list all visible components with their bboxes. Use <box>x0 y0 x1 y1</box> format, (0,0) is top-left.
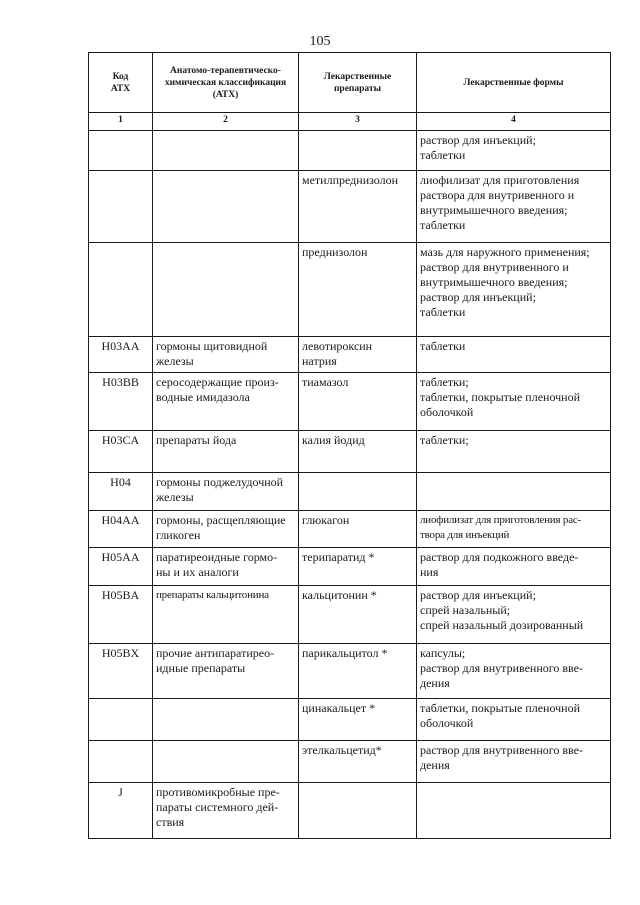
atx-class: препараты йода <box>153 431 299 473</box>
atx-class: паратиреоидные гормо- ны и их аналоги <box>153 548 299 586</box>
column-number-row <box>89 113 611 131</box>
drug-name: левотироксин натрия <box>299 337 417 373</box>
header-class: Анатомо-терапевтическо- химическая классификация (АТХ) <box>153 53 299 113</box>
atx-class <box>153 243 299 337</box>
header-code: Код АТХ <box>89 53 153 113</box>
table-row <box>89 131 611 171</box>
dosage-form: таблетки, покрытые пленочной оболочкой <box>417 699 611 741</box>
dosage-form: лиофилизат для приготовления рас- твора для инъекций <box>417 511 611 548</box>
atx-class <box>153 699 299 741</box>
drug-name: глюкагон <box>299 511 417 548</box>
atx-code: H03AA <box>89 337 153 373</box>
table-row <box>89 243 611 337</box>
drug-name: тиамазол <box>299 373 417 431</box>
dosage-form: раствор для инъекций; спрей назальный; спрей назальный дозированный <box>417 586 611 644</box>
dosage-form: раствор для подкожного введе- ния <box>417 548 611 586</box>
table-row <box>89 511 611 548</box>
atx-class: прочие антипаратирео- идные препараты <box>153 644 299 699</box>
drug-name: метилпреднизолон <box>299 171 417 243</box>
atx-class <box>153 171 299 243</box>
atx-class: гормоны поджелудочной железы <box>153 473 299 511</box>
atx-code <box>89 131 153 171</box>
table-row <box>89 741 611 783</box>
table-row <box>89 373 611 431</box>
atx-class: препараты кальцитонина <box>153 586 299 644</box>
dosage-form <box>417 473 611 511</box>
atx-code: H05AA <box>89 548 153 586</box>
table-row <box>89 431 611 473</box>
table-row <box>89 473 611 511</box>
drug-name: этелкальцетид* <box>299 741 417 783</box>
atx-drug-table <box>88 52 611 839</box>
dosage-form: мазь для наружного применения; раствор для внутривенного и внутримышечного введения; раствор для инъекций; таблетки <box>417 243 611 337</box>
atx-class: гормоны, расщепляющие гликоген <box>153 511 299 548</box>
atx-class: противомикробные пре- параты системного дей- ствия <box>153 783 299 839</box>
drug-name: преднизолон <box>299 243 417 337</box>
atx-class <box>153 131 299 171</box>
table-row <box>89 699 611 741</box>
atx-class <box>153 741 299 783</box>
atx-code <box>89 699 153 741</box>
atx-code: H04AA <box>89 511 153 548</box>
dosage-form: таблетки <box>417 337 611 373</box>
drug-name: парикальцитол * <box>299 644 417 699</box>
atx-code: H03CA <box>89 431 153 473</box>
dosage-form: капсулы; раствор для внутривенного вве- дения <box>417 644 611 699</box>
atx-code <box>89 243 153 337</box>
atx-code: H04 <box>89 473 153 511</box>
table-row <box>89 337 611 373</box>
column-number: 3 <box>299 113 417 131</box>
dosage-form: таблетки; таблетки, покрытые пленочной оболочкой <box>417 373 611 431</box>
table-row <box>89 548 611 586</box>
column-number: 2 <box>153 113 299 131</box>
drug-name <box>299 783 417 839</box>
drug-name: цинакальцет * <box>299 699 417 741</box>
drug-name: калия йодид <box>299 431 417 473</box>
dosage-form: раствор для внутривенного вве- дения <box>417 741 611 783</box>
atx-code: J <box>89 783 153 839</box>
atx-code: H05BA <box>89 586 153 644</box>
dosage-form: таблетки; <box>417 431 611 473</box>
atx-code <box>89 741 153 783</box>
header-drugs: Лекарственные препараты <box>299 53 417 113</box>
drug-name: кальцитонин * <box>299 586 417 644</box>
dosage-form <box>417 783 611 839</box>
table-row <box>89 171 611 243</box>
drug-name: терипаратид * <box>299 548 417 586</box>
table-row <box>89 644 611 699</box>
atx-code: H03BB <box>89 373 153 431</box>
atx-code <box>89 171 153 243</box>
table-row <box>89 783 611 839</box>
table-header-row <box>89 53 611 113</box>
drug-name <box>299 131 417 171</box>
column-number: 1 <box>89 113 153 131</box>
drug-name <box>299 473 417 511</box>
page-number: 105 <box>309 34 331 49</box>
atx-class: серосодержащие произ- водные имидазола <box>153 373 299 431</box>
column-number: 4 <box>417 113 611 131</box>
dosage-form: лиофилизат для приготовления раствора для внутривенного и внутримышечного введения; таблетки <box>417 171 611 243</box>
dosage-form: раствор для инъекций; таблетки <box>417 131 611 171</box>
header-forms: Лекарственные формы <box>417 53 611 113</box>
atx-class: гормоны щитовидной железы <box>153 337 299 373</box>
table-row <box>89 586 611 644</box>
atx-code: H05BX <box>89 644 153 699</box>
